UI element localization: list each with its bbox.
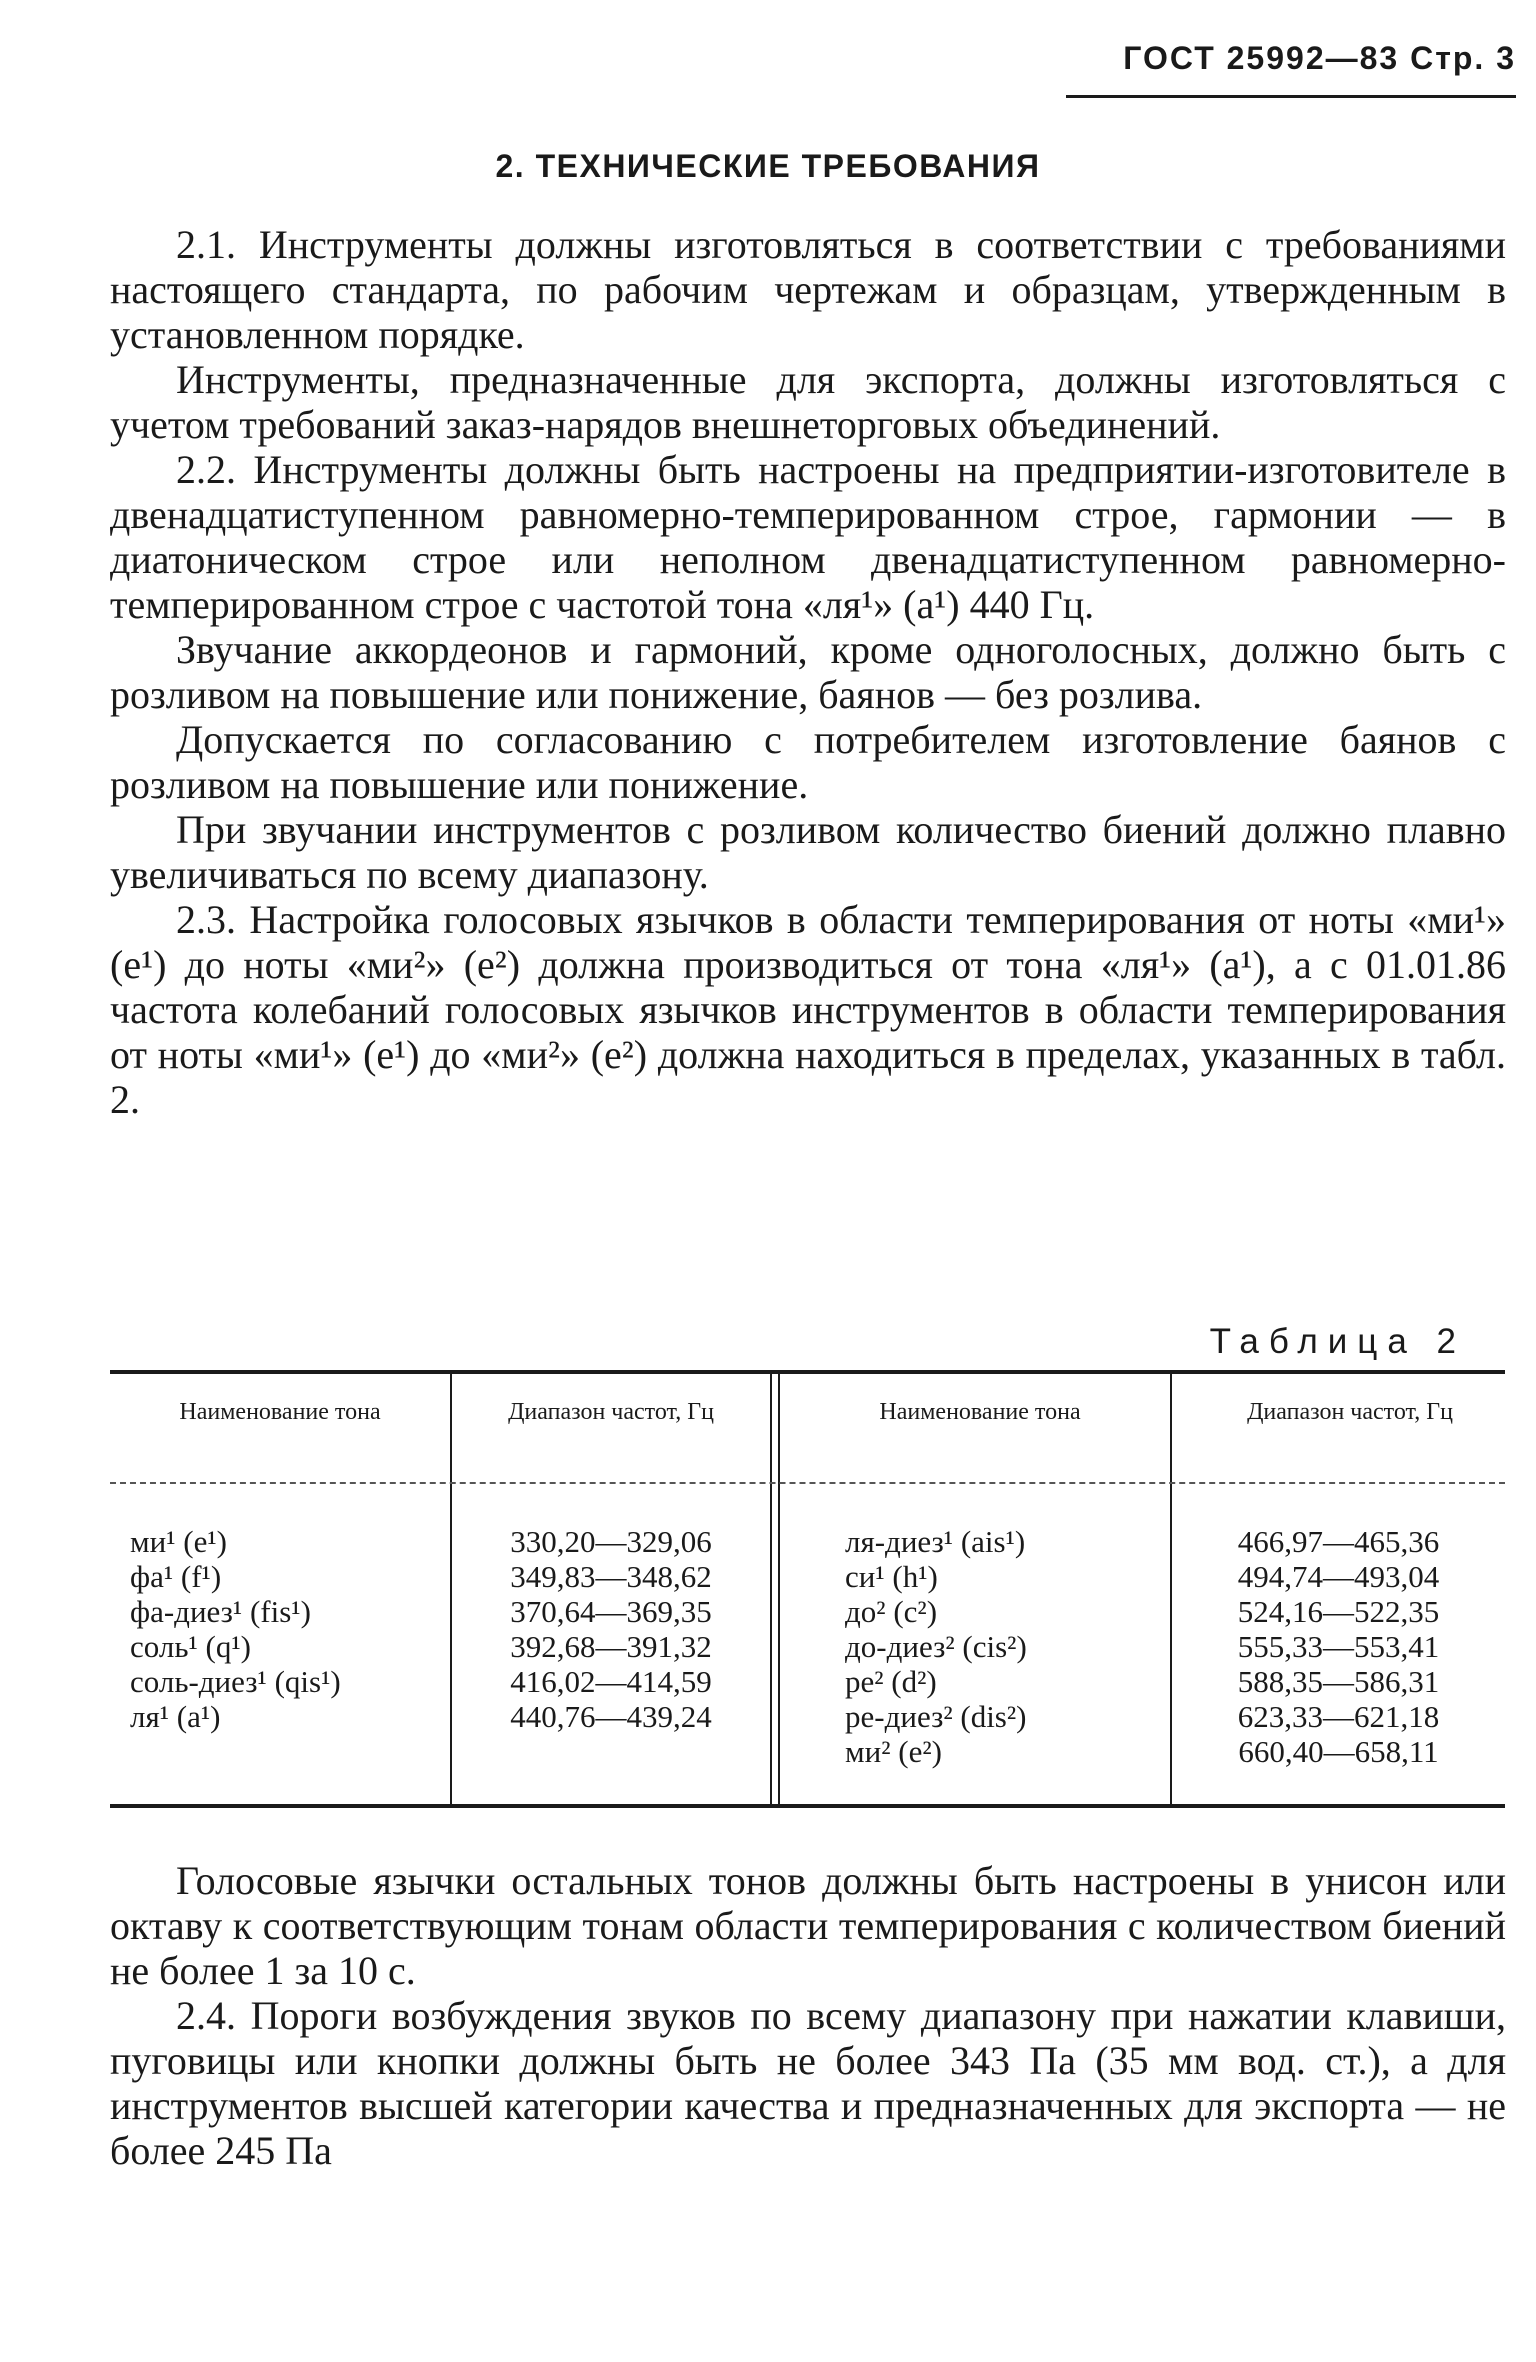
header-range-left: Диапазон частот, Гц bbox=[508, 1399, 714, 1425]
paragraph-beats: При звучании инструментов с розливом количество биений должно плавно увеличиваться по всему диапазону. bbox=[110, 807, 1506, 897]
tone-name: соль-диез¹ (qis¹) bbox=[130, 1664, 341, 1699]
table-caption: Таблица 2 bbox=[1209, 1322, 1466, 1361]
tone-name: фа-диез¹ (fis¹) bbox=[130, 1594, 311, 1629]
paragraph-2-1: 2.1. Инструменты должны изготовляться в соответствии с требованиями настоящего стандарта, по рабочим чертежам и образцам, утвержденным в установленном порядке. bbox=[110, 222, 1506, 357]
table-divider-double bbox=[770, 1374, 780, 1804]
frequency-range: 588,35—586,31 bbox=[1237, 1664, 1440, 1699]
header-range-right: Диапазон частот, Гц bbox=[1247, 1399, 1453, 1425]
paragraph-2-4: 2.4. Пороги возбуждения звуков по всему диапазону при нажатии клавиши, пуговицы или кнопки должны быть не более 343 Па (35 мм вод. ст.), а для инструментов высшей категории качества и предназначенных для экспорта — не более 245 Па bbox=[110, 1993, 1506, 2173]
right-ranges-column bbox=[1172, 1524, 1505, 1769]
frequency-range: 466,97—465,36 bbox=[1237, 1524, 1440, 1559]
frequency-range: 494,74—493,04 bbox=[1237, 1559, 1440, 1594]
page-header: ГОСТ 25992—83 Стр. 3 bbox=[1123, 40, 1516, 76]
paragraph-export: Инструменты, предназначенные для экспорта, должны изготовляться с учетом требований заказ-нарядов внешнеторговых объединений. bbox=[110, 357, 1506, 447]
paragraph-tuning: Голосовые язычки остальных тонов должны быть настроены в унисон или октаву к соответствующим тонам области темперирования с количеством биений не более 1 за 10 с. bbox=[110, 1858, 1506, 1993]
tone-name: ми² (e²) bbox=[845, 1734, 942, 1769]
frequency-range: 392,68—391,32 bbox=[510, 1629, 712, 1664]
tone-name: фа¹ (f¹) bbox=[130, 1559, 222, 1594]
frequency-range: 330,20—329,06 bbox=[510, 1524, 712, 1559]
frequency-range: 416,02—414,59 bbox=[510, 1664, 712, 1699]
tone-name: ми¹ (e¹) bbox=[130, 1524, 227, 1559]
frequency-range: 440,76—439,24 bbox=[510, 1699, 712, 1734]
tone-name: соль¹ (q¹) bbox=[130, 1629, 251, 1664]
paragraph-2-2: 2.2. Инструменты должны быть настроены на предприятии-изготовителе в двенадцатиступенном равномерно-темперированном строе, гармонии — в диатоническом строе или неполном двенадцатиступенном равномерно-темперированном строе с частотой тона «ля¹» (a¹) 440 Гц. bbox=[110, 447, 1506, 627]
tone-name: ля¹ (a¹) bbox=[130, 1699, 221, 1734]
header-tone-name-right: Наименование тона bbox=[879, 1399, 1081, 1425]
frequency-range: 370,64—369,35 bbox=[510, 1594, 712, 1629]
tone-name: ля-диез¹ (ais¹) bbox=[845, 1524, 1026, 1559]
right-names-column bbox=[845, 1524, 1027, 1769]
frequency-table bbox=[110, 1370, 1505, 1808]
frequency-range: 524,16—522,35 bbox=[1237, 1594, 1440, 1629]
tone-name: ре² (d²) bbox=[845, 1664, 937, 1699]
body-text-top bbox=[110, 222, 1506, 1122]
tone-name: ре-диез² (dis²) bbox=[845, 1699, 1027, 1734]
left-ranges-column bbox=[452, 1524, 770, 1734]
frequency-range: 349,83—348,62 bbox=[510, 1559, 712, 1594]
frequency-range: 660,40—658,11 bbox=[1238, 1734, 1439, 1769]
frequency-range: 623,33—621,18 bbox=[1237, 1699, 1440, 1734]
tone-name: до² (c²) bbox=[845, 1594, 938, 1629]
header-separator bbox=[110, 1482, 1505, 1484]
left-names-column bbox=[130, 1524, 341, 1734]
frequency-range: 555,33—553,41 bbox=[1237, 1629, 1440, 1664]
tone-name: до-диез² (cis²) bbox=[845, 1629, 1027, 1664]
header-rule bbox=[1066, 95, 1516, 98]
tone-name: си¹ (h¹) bbox=[845, 1559, 938, 1594]
paragraph-2-3: 2.3. Настройка голосовых язычков в области темперирования от ноты «ми¹» (e¹) до ноты «ми²» (e²) должна производиться от тона «ля¹» (a¹), а с 01.01.86 частота колебаний голосовых язычков инструментов в области темперирования от ноты «ми¹» (e¹) до «ми²» (e²) должна находиться в пределах, указанных в табл. 2. bbox=[110, 897, 1507, 1122]
section-title: 2. ТЕХНИЧЕСКИЕ ТРЕБОВАНИЯ bbox=[495, 148, 1041, 184]
body-text-bottom bbox=[110, 1858, 1506, 2173]
header-tone-name-left: Наименование тона bbox=[179, 1399, 381, 1425]
paragraph-allowed: Допускается по согласованию с потребителем изготовление баянов с розливом на повышение или понижение. bbox=[110, 717, 1506, 807]
paragraph-sound: Звучание аккордеонов и гармоний, кроме одноголосных, должно быть с розливом на повышение или понижение, баянов — без розлива. bbox=[110, 627, 1506, 717]
